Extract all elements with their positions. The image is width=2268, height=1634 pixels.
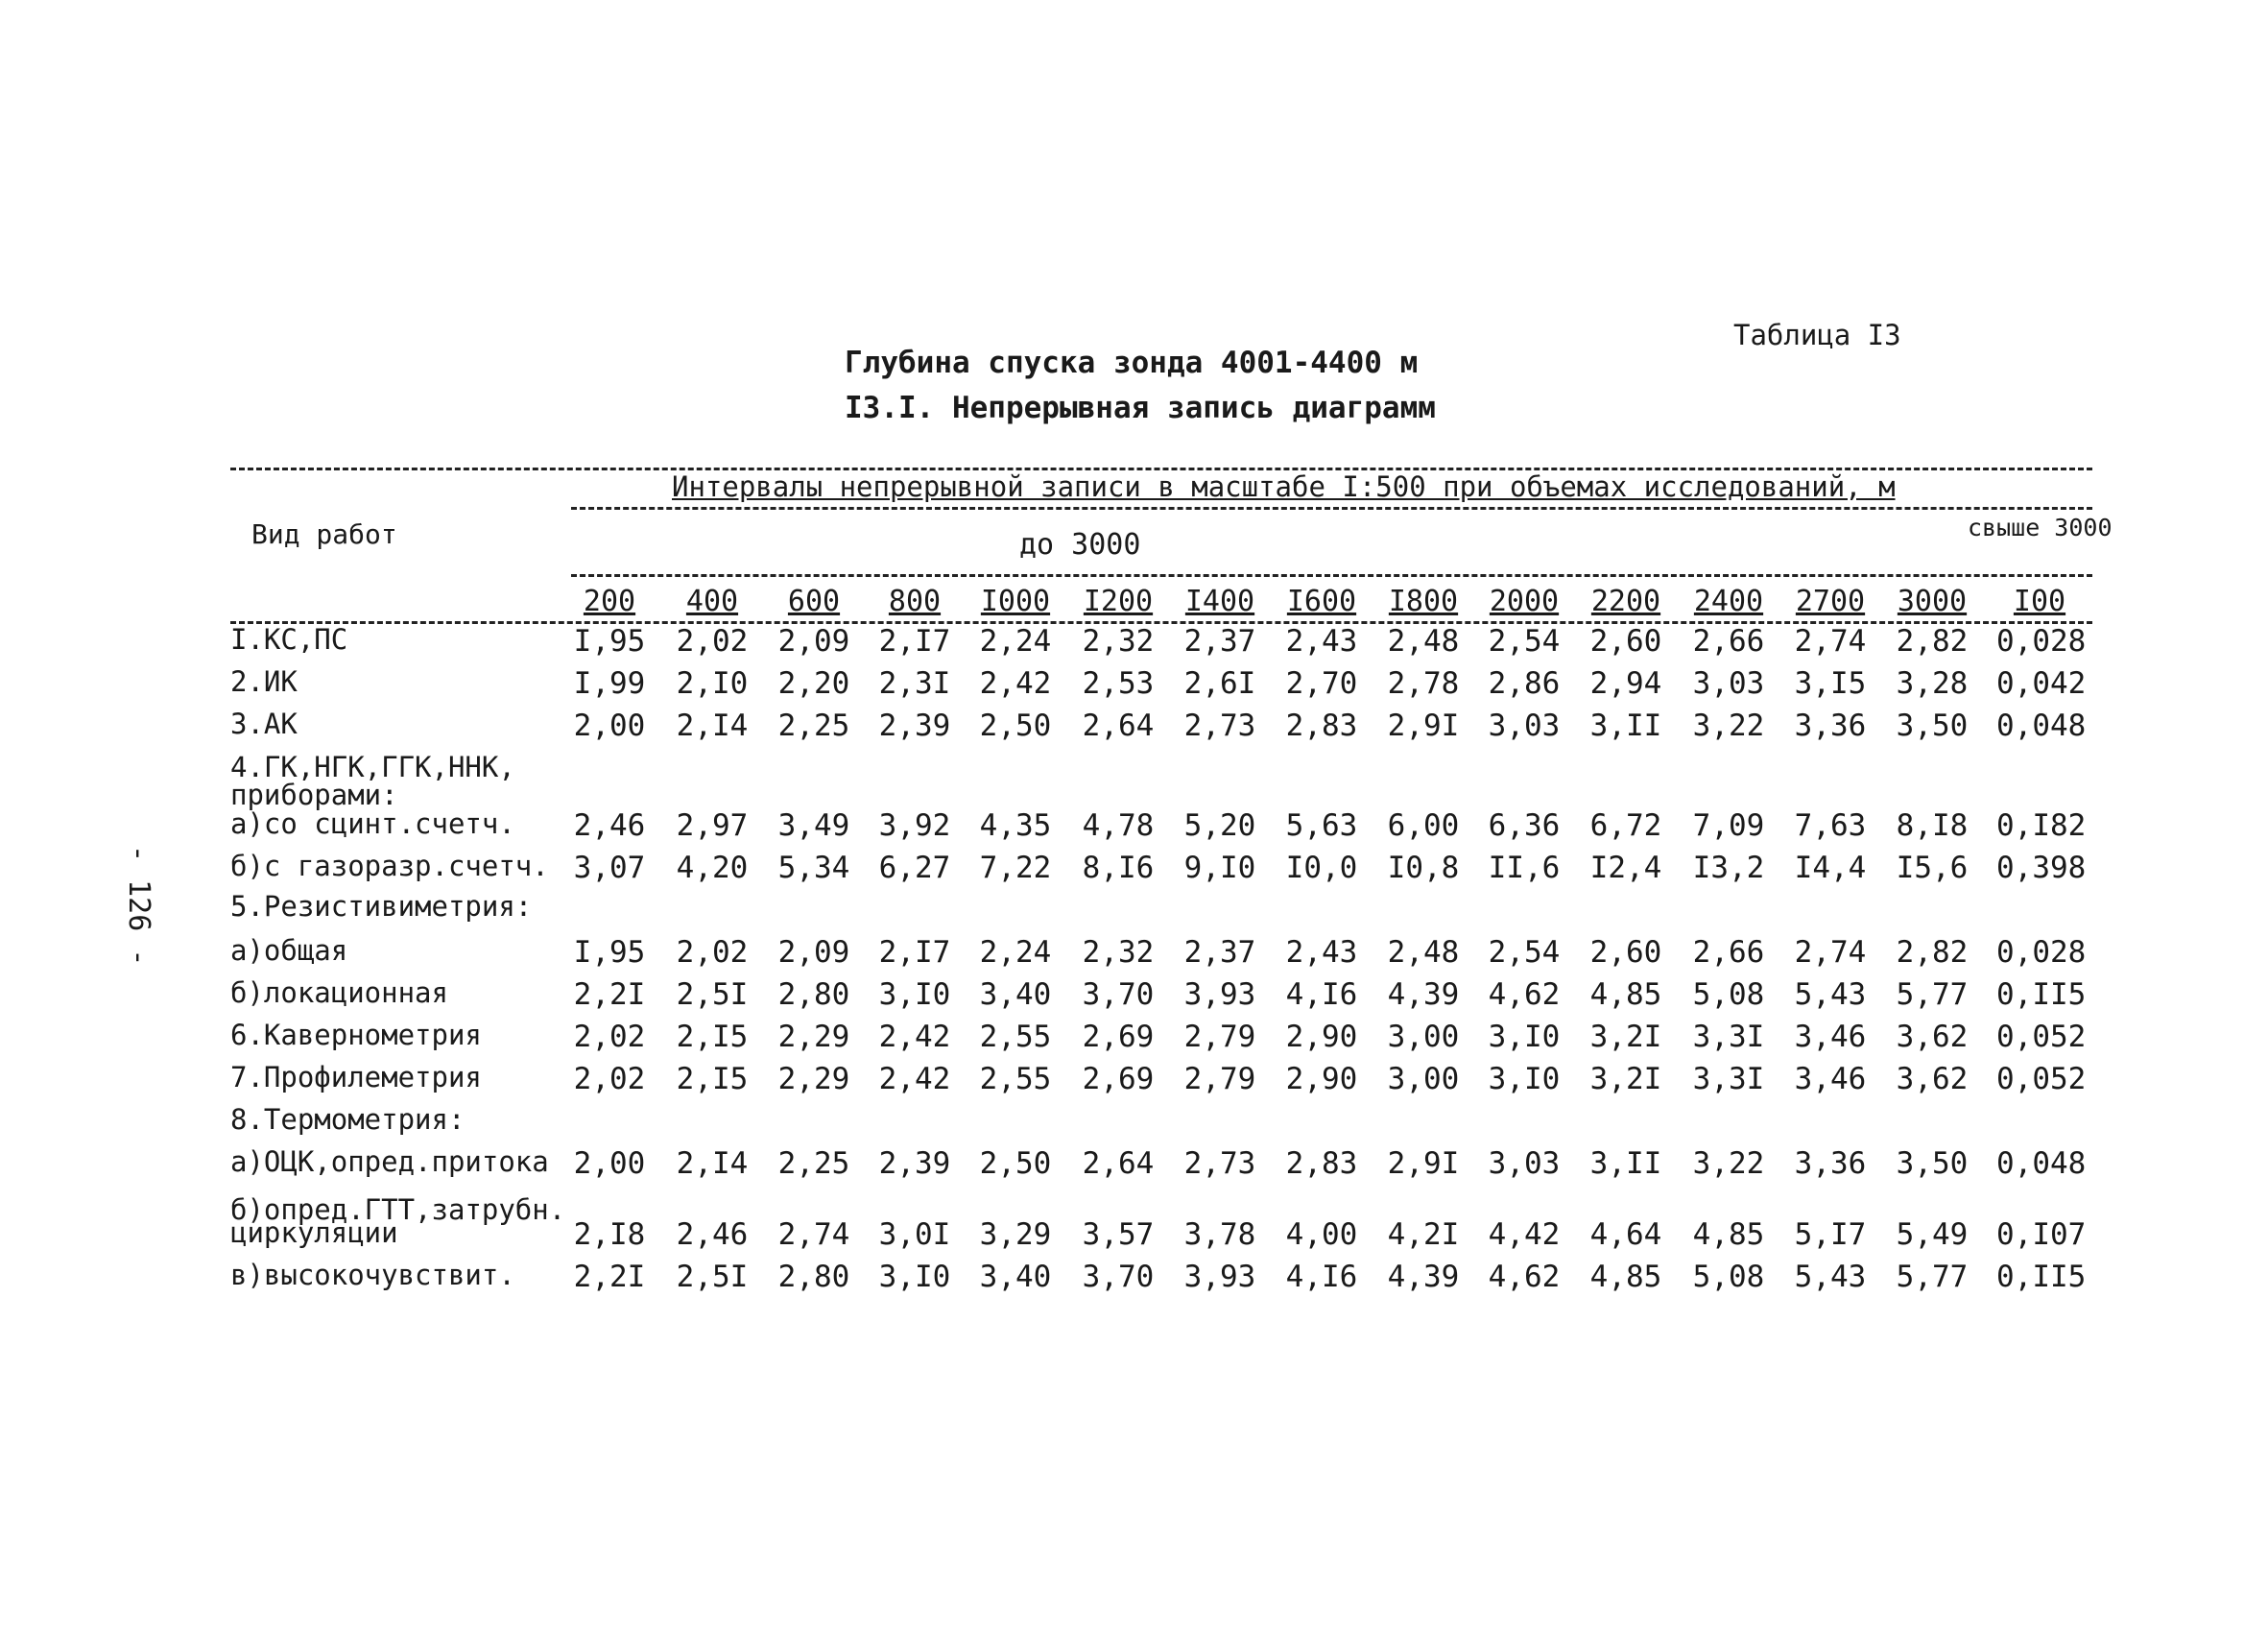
table-cell: 2,60 [1589, 624, 1662, 659]
column-header: 2200 [1590, 585, 1661, 618]
row-label: I.КС,ПС [230, 623, 348, 656]
table-cell: 2,32 [1082, 624, 1155, 659]
table-cell: 4,64 [1589, 1217, 1662, 1252]
table-cell: 3,57 [1082, 1217, 1155, 1252]
table-cell: 2,43 [1285, 624, 1358, 659]
table-cell: 2,2I [573, 1260, 646, 1294]
table-cell: 0,052 [1996, 1062, 2087, 1096]
table-cell: 2,86 [1488, 666, 1561, 701]
row-label: 2.ИК [230, 665, 298, 698]
table-cell: 2,02 [676, 624, 749, 659]
table-cell: 3,50 [1896, 709, 1969, 743]
table-cell: 3,62 [1896, 1020, 1969, 1054]
table-cell: 3,22 [1692, 709, 1765, 743]
table-cell: 3,00 [1387, 1062, 1460, 1096]
table-cell: 8,I8 [1896, 808, 1969, 843]
table-cell: 2,74 [1794, 935, 1867, 970]
row-label: б)локационная [230, 976, 448, 1009]
table-cell: 3,3I [1692, 1062, 1765, 1096]
table-cell: 0,042 [1996, 666, 2087, 701]
table-cell: 3,70 [1082, 977, 1155, 1012]
table-cell: 0,I82 [1996, 808, 2087, 843]
table-cell: 2,69 [1082, 1020, 1155, 1054]
table-cell: 2,55 [979, 1020, 1052, 1054]
header-rule-1 [571, 507, 2092, 510]
table-cell: 2,2I [573, 977, 646, 1012]
table-cell: 4,2I [1387, 1217, 1460, 1252]
column-header: I200 [1083, 585, 1154, 618]
table-cell: 2,42 [878, 1020, 951, 1054]
table-cell: 2,02 [573, 1062, 646, 1096]
table-cell: 8,I6 [1082, 851, 1155, 885]
table-cell: 2,43 [1285, 935, 1358, 970]
row-label: б)с газоразр.счетч. [230, 850, 549, 882]
column-header: 2400 [1693, 585, 1764, 618]
table-cell: 2,20 [777, 666, 850, 701]
table-cell: 2,73 [1183, 709, 1256, 743]
table-cell: 5,20 [1183, 808, 1256, 843]
table-cell: 3,07 [573, 851, 646, 885]
table-cell: 2,64 [1082, 1146, 1155, 1181]
table-cell: 2,I5 [676, 1020, 749, 1054]
table-cell: 3,50 [1896, 1146, 1969, 1181]
table-cell: 4,39 [1387, 977, 1460, 1012]
page-subtitle: I3.I. Непрерывная запись диаграмм [845, 391, 1436, 425]
table-cell: II,6 [1488, 851, 1561, 885]
row-label: 3.АК [230, 708, 298, 740]
table-cell: 5,77 [1896, 977, 1969, 1012]
table-cell: 5,08 [1692, 1260, 1765, 1294]
table-cell: 4,42 [1488, 1217, 1561, 1252]
group-over: свыше 3000 [1968, 514, 2113, 541]
column-header: I800 [1388, 585, 1459, 618]
table-cell: 2,25 [777, 709, 850, 743]
table-cell: 3,92 [878, 808, 951, 843]
table-cell: I0,8 [1387, 851, 1460, 885]
table-cell: 2,25 [777, 1146, 850, 1181]
table-cell: 5,08 [1692, 977, 1765, 1012]
table-cell: 2,55 [979, 1062, 1052, 1096]
table-cell: 3,93 [1183, 977, 1256, 1012]
table-cell: 0,II5 [1996, 1260, 2087, 1294]
table-cell: 0,028 [1996, 624, 2087, 659]
table-cell: 3,46 [1794, 1020, 1867, 1054]
column-header: 800 [888, 585, 942, 618]
table-cell: 3,40 [979, 977, 1052, 1012]
row-label: б)опред.ГТТ,затрубн. [230, 1193, 566, 1226]
table-cell: 2,82 [1896, 624, 1969, 659]
table-cell: 3,93 [1183, 1260, 1256, 1294]
table-cell: 0,II5 [1996, 977, 2087, 1012]
table-cell: 4,I6 [1285, 1260, 1358, 1294]
row-label: приборами: [230, 779, 398, 811]
page-title: Глубина спуска зонда 4001-4400 м [845, 346, 1419, 380]
table-cell: 2,39 [878, 709, 951, 743]
table-cell: 2,80 [777, 1260, 850, 1294]
table-cell: 2,I4 [676, 709, 749, 743]
table-cell: 2,94 [1589, 666, 1662, 701]
table-cell: I4,4 [1794, 851, 1867, 885]
table-cell: 6,72 [1589, 808, 1662, 843]
table-cell: 2,3I [878, 666, 951, 701]
table-cell: 0,048 [1996, 1146, 2087, 1181]
table-cell: 2,09 [777, 624, 850, 659]
table-cell: 3,II [1589, 1146, 1662, 1181]
table-cell: 5,63 [1285, 808, 1358, 843]
row-label: а)со сцинт.счетч. [230, 807, 515, 840]
table-cell: I,95 [573, 935, 646, 970]
table-cell: 0,052 [1996, 1020, 2087, 1054]
table-cell: 2,32 [1082, 935, 1155, 970]
column-header: 200 [583, 585, 636, 618]
row-label: в)высокочувствит. [230, 1259, 515, 1291]
table-cell: 2,6I [1183, 666, 1256, 701]
table-cell: 2,90 [1285, 1062, 1358, 1096]
table-cell: 3,0I [878, 1217, 951, 1252]
table-cell: 5,77 [1896, 1260, 1969, 1294]
table-cell: 2,79 [1183, 1020, 1256, 1054]
table-cell: 5,43 [1794, 977, 1867, 1012]
table-cell: 4,35 [979, 808, 1052, 843]
column-header: I600 [1286, 585, 1357, 618]
table-cell: 4,85 [1589, 1260, 1662, 1294]
table-cell: 2,73 [1183, 1146, 1256, 1181]
table-cell: 2,82 [1896, 935, 1969, 970]
table-cell: 2,37 [1183, 935, 1256, 970]
table-cell: 4,I6 [1285, 977, 1358, 1012]
row-label: циркуляции [230, 1216, 398, 1249]
table-cell: 2,5I [676, 1260, 749, 1294]
table-cell: 5,I7 [1794, 1217, 1867, 1252]
table-label: Таблица I3 [1733, 319, 1901, 351]
table-cell: 2,74 [777, 1217, 850, 1252]
table-cell: 3,49 [777, 808, 850, 843]
table-cell: 3,40 [979, 1260, 1052, 1294]
table-cell: 2,I7 [878, 935, 951, 970]
table-cell: 2,83 [1285, 709, 1358, 743]
table-cell: 3,I0 [1488, 1020, 1561, 1054]
table-cell: 2,50 [979, 709, 1052, 743]
table-cell: 4,39 [1387, 1260, 1460, 1294]
table-cell: 3,62 [1896, 1062, 1969, 1096]
table-cell: 3,22 [1692, 1146, 1765, 1181]
table-cell: I0,0 [1285, 851, 1358, 885]
table-cell: 3,3I [1692, 1020, 1765, 1054]
row-label: а)общая [230, 934, 348, 967]
table-cell: I,99 [573, 666, 646, 701]
table-cell: 2,29 [777, 1062, 850, 1096]
table-cell: 2,66 [1692, 935, 1765, 970]
table-cell: 2,90 [1285, 1020, 1358, 1054]
table-cell: 3,2I [1589, 1020, 1662, 1054]
table-cell: 0,028 [1996, 935, 2087, 970]
table-cell: 2,42 [979, 666, 1052, 701]
row-label: а)ОЦК,опред.притока [230, 1145, 549, 1178]
column-header: 3000 [1897, 585, 1968, 618]
table-cell: 3,36 [1794, 709, 1867, 743]
table-cell: 3,03 [1692, 666, 1765, 701]
table-cell: 3,2I [1589, 1062, 1662, 1096]
table-cell: 6,27 [878, 851, 951, 885]
column-header: 2700 [1795, 585, 1866, 618]
table-cell: 4,85 [1692, 1217, 1765, 1252]
table-cell: 2,64 [1082, 709, 1155, 743]
table-cell: 5,34 [777, 851, 850, 885]
table-cell: 3,28 [1896, 666, 1969, 701]
table-cell: 3,36 [1794, 1146, 1867, 1181]
table-cell: 2,97 [676, 808, 749, 843]
table-cell: 3,03 [1488, 709, 1561, 743]
table-cell: 3,I5 [1794, 666, 1867, 701]
table-cell: 0,I07 [1996, 1217, 2087, 1252]
table-cell: 2,70 [1285, 666, 1358, 701]
table-cell: 2,48 [1387, 935, 1460, 970]
group-upto: до 3000 [1019, 528, 1141, 562]
table-cell: 7,63 [1794, 808, 1867, 843]
table-cell: 4,78 [1082, 808, 1155, 843]
table-cell: 7,09 [1692, 808, 1765, 843]
table-cell: 3,78 [1183, 1217, 1256, 1252]
row-label: 8.Термометрия: [230, 1103, 466, 1136]
table-cell: 2,69 [1082, 1062, 1155, 1096]
table-cell: 2,37 [1183, 624, 1256, 659]
table-cell: 2,00 [573, 709, 646, 743]
table-cell: 4,20 [676, 851, 749, 885]
table-cell: 4,85 [1589, 977, 1662, 1012]
table-cell: 2,9I [1387, 709, 1460, 743]
column-header: I400 [1184, 585, 1255, 618]
table-cell: 2,09 [777, 935, 850, 970]
column-header: 600 [787, 585, 841, 618]
table-cell: 2,54 [1488, 624, 1561, 659]
table-cell: 7,22 [979, 851, 1052, 885]
table-cell: 3,29 [979, 1217, 1052, 1252]
table-cell: 6,36 [1488, 808, 1561, 843]
row-label: 5.Резистивиметрия: [230, 890, 533, 923]
table-cell: 2,83 [1285, 1146, 1358, 1181]
table-cell: 2,29 [777, 1020, 850, 1054]
table-cell: 3,46 [1794, 1062, 1867, 1096]
table-cell: I,95 [573, 624, 646, 659]
table-cell: 2,9I [1387, 1146, 1460, 1181]
table-cell: 2,I7 [878, 624, 951, 659]
table-cell: 2,79 [1183, 1062, 1256, 1096]
table-cell: 2,60 [1589, 935, 1662, 970]
table-cell: 6,00 [1387, 808, 1460, 843]
table-cell: 3,I0 [1488, 1062, 1561, 1096]
table-cell: 3,00 [1387, 1020, 1460, 1054]
table-cell: 4,62 [1488, 977, 1561, 1012]
table-cell: 2,78 [1387, 666, 1460, 701]
table-cell: 3,II [1589, 709, 1662, 743]
table-cell: 4,00 [1285, 1217, 1358, 1252]
table-cell: I3,2 [1692, 851, 1765, 885]
page-number: - 126 - [122, 845, 155, 967]
table-cell: I5,6 [1896, 851, 1969, 885]
table-cell: 3,I0 [878, 1260, 951, 1294]
table-cell: 2,39 [878, 1146, 951, 1181]
interval-caption: Интервалы непрерывной записи в масштабе I:500 при объемах исследований, м [672, 470, 1896, 503]
row-label: 7.Профилеметрия [230, 1061, 482, 1093]
table-cell: 2,5I [676, 977, 749, 1012]
table-cell: 2,50 [979, 1146, 1052, 1181]
column-header: 400 [685, 585, 739, 618]
table-cell: 2,I5 [676, 1062, 749, 1096]
table-cell: 5,43 [1794, 1260, 1867, 1294]
row-label: 6.Кавернометрия [230, 1019, 482, 1051]
table-cell: 0,398 [1996, 851, 2087, 885]
table-cell: 2,54 [1488, 935, 1561, 970]
table-cell: 2,46 [676, 1217, 749, 1252]
column-header: I00 [2013, 585, 2066, 618]
table-cell: 2,66 [1692, 624, 1765, 659]
table-cell: 3,I0 [878, 977, 951, 1012]
table-cell: 2,I4 [676, 1146, 749, 1181]
row-label: 4.ГК,НГК,ГГК,ННК, [230, 751, 515, 783]
table-cell: 2,42 [878, 1062, 951, 1096]
table-cell: 2,I0 [676, 666, 749, 701]
table-cell: 2,24 [979, 935, 1052, 970]
table-cell: 5,49 [1896, 1217, 1969, 1252]
table-cell: 2,46 [573, 808, 646, 843]
column-header: 2000 [1489, 585, 1560, 618]
table-cell: 2,02 [573, 1020, 646, 1054]
row-header: Вид работ [251, 518, 397, 550]
table-cell: 3,03 [1488, 1146, 1561, 1181]
header-rule-2 [571, 574, 2092, 577]
table-cell: 2,48 [1387, 624, 1460, 659]
table-cell: 2,24 [979, 624, 1052, 659]
table-cell: 2,00 [573, 1146, 646, 1181]
table-cell: 2,53 [1082, 666, 1155, 701]
table-cell: 3,70 [1082, 1260, 1155, 1294]
table-cell: 2,74 [1794, 624, 1867, 659]
column-header: I000 [980, 585, 1051, 618]
table-cell: 2,02 [676, 935, 749, 970]
table-cell: 2,I8 [573, 1217, 646, 1252]
table-cell: 9,I0 [1183, 851, 1256, 885]
table-cell: 4,62 [1488, 1260, 1561, 1294]
table-cell: 2,80 [777, 977, 850, 1012]
table-cell: I2,4 [1589, 851, 1662, 885]
table-cell: 0,048 [1996, 709, 2087, 743]
